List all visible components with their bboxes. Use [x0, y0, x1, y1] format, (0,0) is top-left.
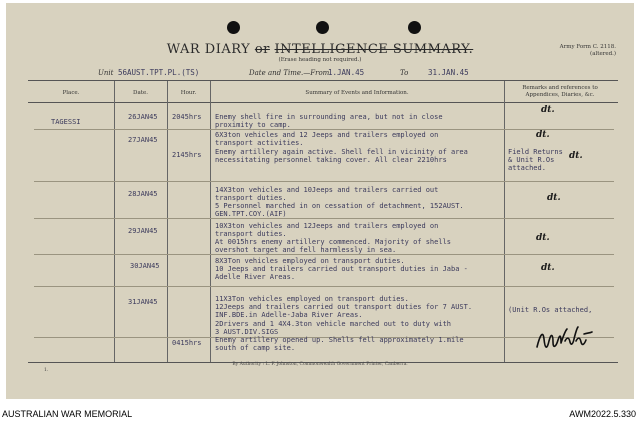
summary-line: 8X3Ton vehicles employed on transport duties.	[215, 257, 405, 265]
initials-signature: dt.	[569, 151, 583, 161]
date-from: 1.JAN.45	[328, 68, 365, 77]
header-date: Date.	[133, 90, 148, 96]
hour-cell: 0415hrs	[172, 339, 202, 347]
form-number: 1.	[44, 368, 49, 373]
column-divider	[210, 81, 211, 362]
row-rule	[34, 254, 614, 255]
summary-line: 2Drivers and 1 4X4.3ton vehicle marched out to duty with	[215, 320, 452, 328]
summary-line: transport duties.	[215, 230, 287, 238]
summary-line: necessitating personnel taking cover. All clear 2210hrs	[215, 156, 447, 164]
summary-line: Adelle River Areas.	[215, 273, 296, 281]
initials-signature: dt.	[541, 263, 555, 273]
printer-credit: By Authority : L. F. Johnston, Commonwealth Government Printer, Canberra.	[232, 362, 408, 367]
summary-line: 14X3ton vehicles and 10Jeeps and trailers carried out	[215, 186, 439, 194]
remarks-line: (Unit R.Os attached,	[508, 306, 593, 314]
summary-line: Enemy artillery opened up. Shells fell approximately 1.mile	[215, 336, 464, 344]
summary-line: 12Jeeps and trailers carried out transport duties for 7 AUST.	[215, 303, 473, 311]
remarks-line: Field Returns	[508, 148, 563, 156]
initials-signature: dt.	[541, 105, 555, 115]
date-to: 31.JAN.45	[428, 68, 469, 77]
hour-cell: 2045hrs	[172, 113, 202, 121]
table-top-rule	[28, 80, 618, 81]
summary-line: transport activities.	[215, 139, 304, 147]
row-rule	[34, 286, 614, 287]
initials-signature: dt.	[547, 193, 561, 203]
summary-line: 11X3Ton vehicles employed on transport duties.	[215, 295, 409, 303]
summary-line: 10 Jeeps and trailers carried out transport duties in Jaba -	[215, 265, 468, 273]
punch-hole	[408, 21, 421, 34]
date-cell: 31JAN45	[128, 298, 158, 306]
header-hour: Hour.	[180, 90, 197, 96]
summary-line: south of camp site.	[215, 344, 296, 352]
summary-line: Enemy shell fire in surrounding area, but not in close	[215, 113, 443, 121]
summary-line: Enemy artillery again active. Shell fell in vicinity of area	[215, 148, 468, 156]
column-divider	[114, 81, 115, 362]
form-subtitle: (Erase heading not required.)	[278, 57, 362, 63]
diary-sheet	[6, 3, 634, 399]
date-cell: 28JAN45	[128, 190, 158, 198]
place-cell: TAGESSI	[51, 118, 81, 126]
form-reference: Army Form C. 2118. (altered.)	[559, 44, 616, 57]
summary-line: overshot target and fell harmlessly in sea.	[215, 246, 397, 254]
punch-hole	[316, 21, 329, 34]
date-cell: 29JAN45	[128, 227, 158, 235]
column-divider	[167, 81, 168, 362]
initials-signature: dt.	[536, 233, 550, 243]
header-place: Place.	[62, 90, 80, 96]
summary-line: 3 AUST.DIV.SIGS	[215, 328, 279, 336]
remarks-line: & Unit R.Os	[508, 156, 555, 164]
initials-signature: dt.	[536, 130, 550, 140]
header-remarks: Remarks and references to Appendices, Diaries, &c.	[522, 85, 598, 98]
summary-line: 5 Personnel marched in on cessation of detachment, 152AUST.	[215, 202, 464, 210]
column-divider	[504, 81, 505, 362]
unit-value: 56AUST.TPT.PL.(TS)	[118, 68, 200, 77]
hour-cell: 2145hrs	[172, 151, 202, 159]
date-cell: 30JAN45	[130, 262, 160, 270]
date-cell: 26JAN45	[128, 113, 158, 121]
date-cell: 27JAN45	[128, 136, 158, 144]
caption-source: AUSTRALIAN WAR MEMORIAL	[2, 409, 133, 419]
signature	[534, 325, 594, 355]
caption-accession: AWM2022.5.330	[569, 409, 636, 419]
summary-line: At 0015hrs enemy artillery commenced. Majority of shells	[215, 238, 452, 246]
remarks-line: attached.	[508, 164, 546, 172]
row-rule	[34, 218, 614, 219]
summary-line: 6X3ton vehicles and 12 Jeeps and trailers employed on	[215, 131, 439, 139]
to-label: To	[400, 69, 409, 77]
row-rule	[34, 181, 614, 182]
unit-label: Unit	[98, 69, 114, 77]
header-summary: Summary of Events and Information.	[305, 90, 409, 96]
summary-line: INF.BDE.in Adelle-Jaba River Areas.	[215, 311, 363, 319]
date-label: Date and Time.—From	[249, 69, 330, 77]
summary-line: 10X3ton vehicles and 12Jeeps and trailers employed on	[215, 222, 439, 230]
summary-line: proximity to camp.	[215, 121, 291, 129]
header-bottom-rule	[28, 102, 618, 103]
form-title: WAR DIARY or INTELLIGENCE SUMMARY.	[166, 42, 474, 57]
summary-line: GEN.TPT.COY.(AIF)	[215, 210, 287, 218]
summary-line: transport duties.	[215, 194, 287, 202]
row-rule	[34, 129, 614, 130]
punch-hole	[227, 21, 240, 34]
